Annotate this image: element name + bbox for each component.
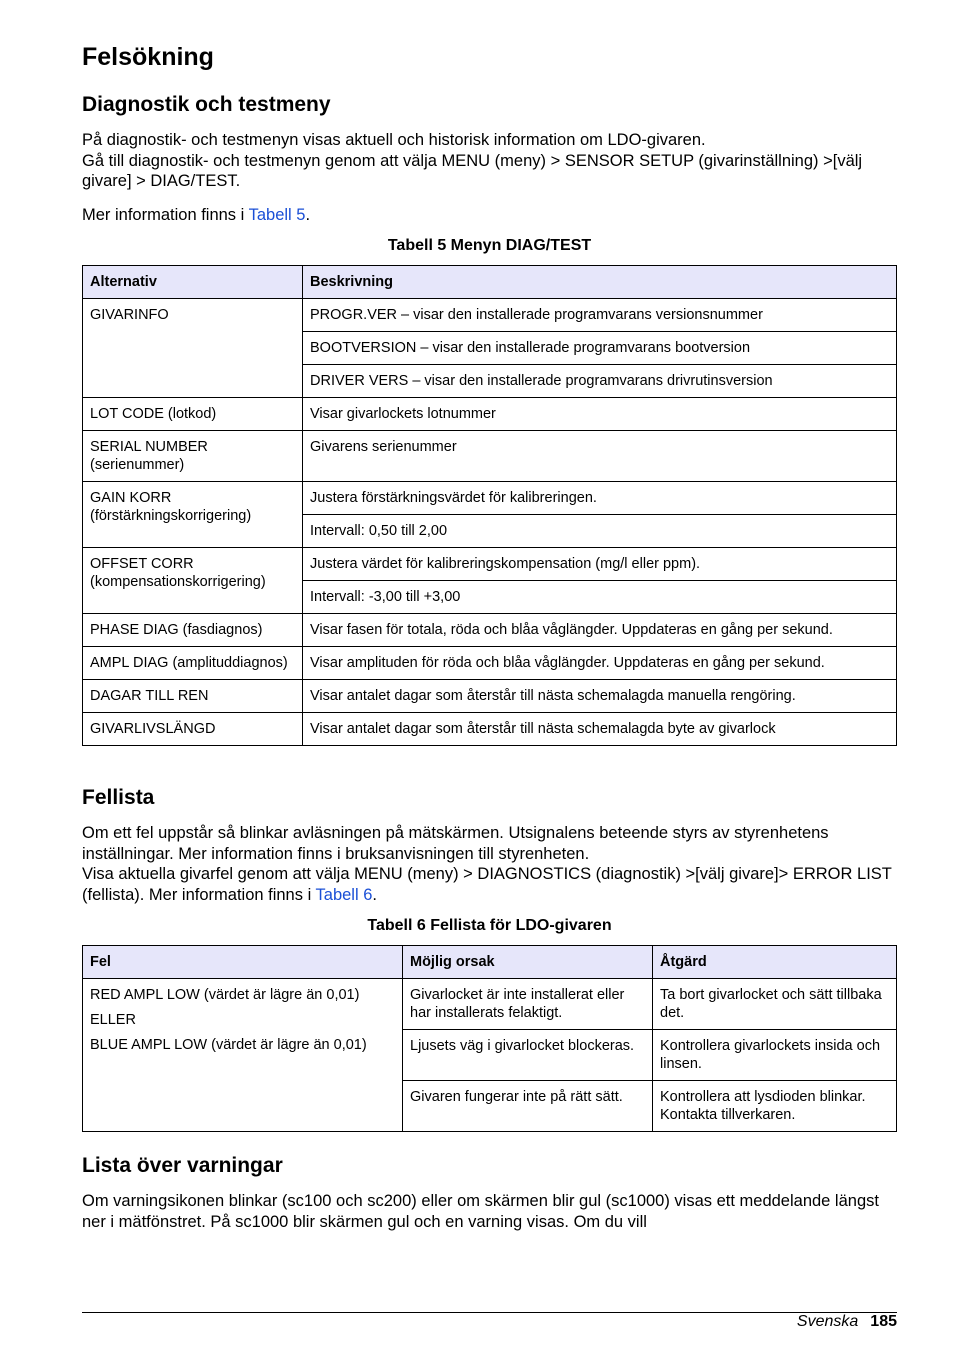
page-number: 185: [870, 1313, 897, 1330]
cell-lot: LOT CODE (lotkod): [83, 398, 303, 431]
header-atgard: Åtgärd: [653, 946, 897, 979]
cell-serial-desc: Givarens serienummer: [303, 431, 897, 482]
fel-red: RED AMPL LOW (värdet är lägre än 0,01): [90, 987, 360, 1003]
table-row: [83, 398, 897, 431]
header-beskrivning: Beskrivning: [303, 266, 897, 299]
table6: [82, 945, 897, 1132]
table5-caption: Tabell 5 Menyn DIAG/TEST: [387, 237, 592, 254]
diag-line2: Gå till diagnostik- och testmenyn genom att välja MENU (meny) > SENSOR SETUP (givarinställning) >[välj givare] > DIAG/TEST.: [82, 151, 863, 190]
cell-atgard3: Kontrollera att lysdioden blinkar. Kontakta tillverkaren.: [653, 1081, 897, 1132]
cell-givarinfo: GIVARINFO: [83, 299, 303, 398]
more-info-prefix: Mer information finns i: [82, 206, 249, 224]
cell-lot-desc: Visar givarlockets lotnummer: [303, 398, 897, 431]
table-row: [83, 431, 897, 482]
section-heading-varningar: Lista över varningar: [82, 1154, 283, 1177]
fellista-line2: Visa aktuella givarfel genom att välja MENU (meny) > DIAGNOSTICS (diagnostik) >[välj givare]> ERROR LIST (fellista). Mer information finns i: [82, 865, 892, 904]
fellista-line1: Om ett fel uppstår så blinkar avläsningen på mätskärmen. Utsignalens beteende styrs av styrenhetens inställningar. Mer information finns i bruksanvisningen till styrenheten.: [82, 824, 829, 863]
cell-phase-desc: Visar fasen för totala, röda och blåa våglängder. Uppdateras en gång per sekund.: [303, 614, 897, 647]
table-header-row: [83, 266, 897, 299]
table6-caption: Tabell 6 Fellista för LDO-givaren: [367, 917, 612, 934]
more-info-suffix: .: [305, 206, 311, 224]
cell-phase: PHASE DIAG (fasdiagnos): [83, 614, 303, 647]
cell-livs: GIVARLIVSLÄNGD: [83, 713, 303, 746]
table-row: [83, 979, 897, 1030]
footer: [797, 1313, 897, 1331]
diag-intro: [82, 130, 897, 192]
cell-dagar: DAGAR TILL REN: [83, 680, 303, 713]
cell-gain: GAIN KORR (förstärkningskorrigering): [83, 482, 303, 548]
diag-more-info: [82, 205, 897, 226]
fel-blue: BLUE AMPL LOW (värdet är lägre än 0,01): [90, 1037, 367, 1053]
diag-line1: På diagnostik- och testmenyn visas aktuell och historisk information om LDO-givaren.: [82, 131, 706, 149]
section-heading-fellista: Fellista: [82, 786, 155, 809]
table-row: [83, 548, 897, 581]
table-row: [83, 647, 897, 680]
cell-orsak1: Givarlocket är inte installerat eller har installerats felaktigt.: [403, 979, 653, 1030]
footer-divider: [82, 1312, 897, 1313]
cell-livs-desc: Visar antalet dagar som återstår till nästa schemalagda byte av givarlock: [303, 713, 897, 746]
header-alternativ: Alternativ: [83, 266, 303, 299]
table-row: [83, 680, 897, 713]
table-row: [83, 482, 897, 515]
cell-orsak3: Givaren fungerar inte på rätt sätt.: [403, 1081, 653, 1132]
cell-progr: PROGR.VER – visar den installerade programvarans versionsnummer: [303, 299, 897, 332]
table6-link[interactable]: Tabell 6: [315, 885, 373, 904]
cell-offset-desc1: Justera värdet för kalibreringskompensation (mg/l eller ppm).: [303, 548, 897, 581]
cell-dagar-desc: Visar antalet dagar som återstår till nästa schemalagda manuella rengöring.: [303, 680, 897, 713]
cell-atgard1: Ta bort givarlocket och sätt tillbaka det.: [653, 979, 897, 1030]
cell-gain-desc2: Intervall: 0,50 till 2,00: [303, 515, 897, 548]
table-row: [83, 614, 897, 647]
cell-driver: DRIVER VERS – visar den installerade programvarans drivrutinsversion: [303, 365, 897, 398]
section-heading-diagnostik: Diagnostik och testmeny: [82, 93, 331, 116]
fel-or: ELLER: [90, 1012, 136, 1028]
footer-language: Svenska: [796, 1313, 859, 1330]
cell-ampl: AMPL DIAG (amplituddiagnos): [83, 647, 303, 680]
table-row: [83, 299, 897, 332]
fellista-line2-suffix: .: [372, 885, 377, 904]
fellista-intro: [82, 823, 897, 905]
table-row: [83, 713, 897, 746]
cell-gain-desc1: Justera förstärkningsvärdet för kalibreringen.: [303, 482, 897, 515]
cell-boot: BOOTVERSION – visar den installerade programvarans bootversion: [303, 332, 897, 365]
cell-fel: [83, 979, 403, 1132]
cell-ampl-desc: Visar amplituden för röda och blåa våglängder. Uppdateras en gång per sekund.: [303, 647, 897, 680]
cell-orsak2: Ljusets väg i givarlocket blockeras.: [403, 1030, 653, 1081]
cell-atgard2: Kontrollera givarlockets insida och linsen.: [653, 1030, 897, 1081]
header-fel: Fel: [83, 946, 403, 979]
table5: [82, 265, 897, 746]
cell-serial: SERIAL NUMBER (serienummer): [83, 431, 303, 482]
header-orsak: Möjlig orsak: [403, 946, 653, 979]
cell-offset: OFFSET CORR (kompensationskorrigering): [83, 548, 303, 614]
varningar-text: Om varningsikonen blinkar (sc100 och sc200) eller om skärmen blir gul (sc1000) visas ett meddelande längst ner i mätfönstret. På sc1000 blir skärmen gul och en varning visas. Om du vill: [82, 1192, 879, 1231]
cell-offset-desc2: Intervall: -3,00 till +3,00: [303, 581, 897, 614]
table-header-row: [83, 946, 897, 979]
table5-link[interactable]: Tabell 5: [248, 206, 306, 224]
page-title: Felsökning: [82, 43, 214, 71]
